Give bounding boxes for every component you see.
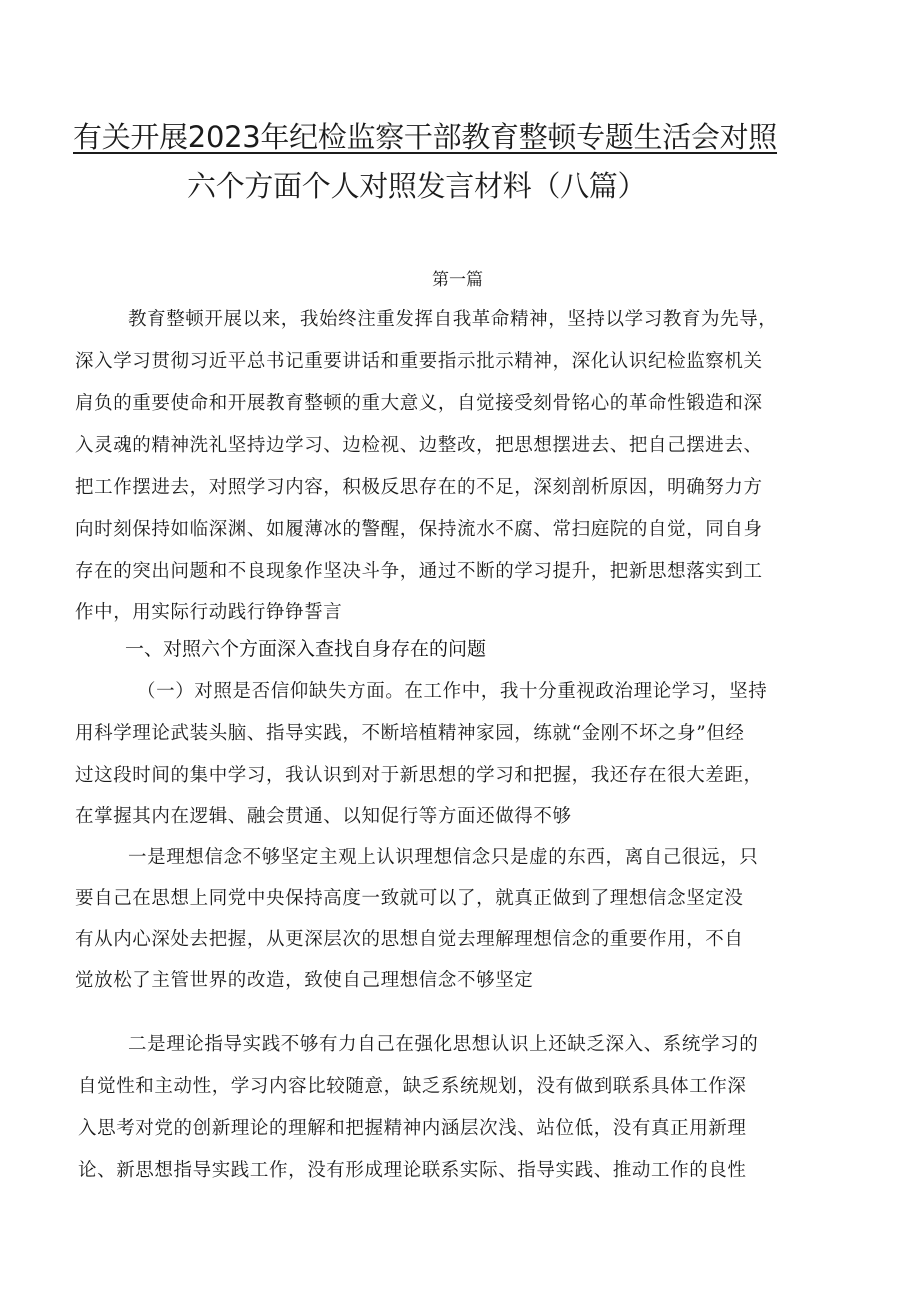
paragraph-line: 用科学理论武装头脑、指导实践，不断培植精神家园，练就“金刚不坏之身”但经 — [75, 723, 745, 744]
paragraph-line: 存在的突出问题和不良现象作坚决斗争，通过不断的学习提升，把新思想落实到工 — [75, 561, 763, 582]
paragraph-line: 入思考对党的创新理论的理解和把握精神内涵层次浅、站位低，没有真正用新理 — [78, 1118, 747, 1139]
paragraph-line: 教育整顿开展以来，我始终注重发挥自我革命精神，坚持以学习教育为先导， — [128, 309, 778, 330]
paragraph-line: 入灵魂的精神洗礼坚持边学习、边检视、边整改，把思想摆进去、把自己摆进去、 — [75, 435, 763, 456]
paragraph-line: 作中，用实际行动践行铮铮誓言 — [75, 602, 343, 623]
paragraph-line: 论、新思想指导实践工作，没有形成理论联系实际、指导实践、推动工作的良性 — [78, 1160, 747, 1181]
paragraph-line: 有从内心深处去把握，从更深层次的思想自觉去理解理想信念的重要作用，不自 — [75, 929, 744, 950]
section-heading: 一、对照六个方面深入查找自身存在的问题 — [125, 638, 487, 660]
paragraph-line: 一是理想信念不够坚定主观上认识理想信念只是虚的东西，离自己很远，只 — [128, 847, 759, 868]
paragraph-line: 要自己在思想上同党中央保持高度一致就可以了，就真正做到了理想信念坚定没 — [75, 888, 744, 909]
paragraph-line: 肩负的重要使命和开展教育整顿的重大意义，自觉接受刻骨铭心的革命性锻造和深 — [75, 393, 763, 414]
document-title-line-1: 有关开展2023年纪检监察干部教育整顿专题生活会对照 — [73, 120, 778, 154]
paragraph-line: （一）对照是否信仰缺失方面。在工作中，我十分重视政治理论学习，坚持 — [137, 681, 768, 702]
paragraph-line: 在掌握其内在逻辑、融会贯通、以知促行等方面还做得不够 — [75, 806, 572, 827]
section-label: 第一篇 — [432, 270, 483, 290]
paragraph-line: 把工作摆进去，对照学习内容，积极反思存在的不足，深刻剖析原因，明确努力方 — [75, 477, 763, 498]
paragraph-line: 深入学习贯彻习近平总书记重要讲话和重要指示批示精神，深化认识纪检监察机关 — [75, 351, 763, 372]
paragraph-line: 自觉性和主动性，学习内容比较随意，缺乏系统规划，没有做到联系具体工作深 — [78, 1076, 747, 1097]
document-title-line-2: 六个方面个人对照发言材料（八篇） — [187, 169, 647, 203]
paragraph-line: 过这段时间的集中学习，我认识到对于新思想的学习和把握，我还存在很大差距， — [75, 765, 763, 786]
paragraph-line: 向时刻保持如临深渊、如履薄冰的警醒，保持流水不腐、常扫庭院的自觉，同自身 — [75, 519, 763, 540]
paragraph-line: 二是理论指导实践不够有力自己在强化思想认识上还缺乏深入、系统学习的 — [128, 1034, 759, 1055]
paragraph-line: 觉放松了主管世界的改造，致使自己理想信念不够坚定 — [75, 970, 534, 991]
